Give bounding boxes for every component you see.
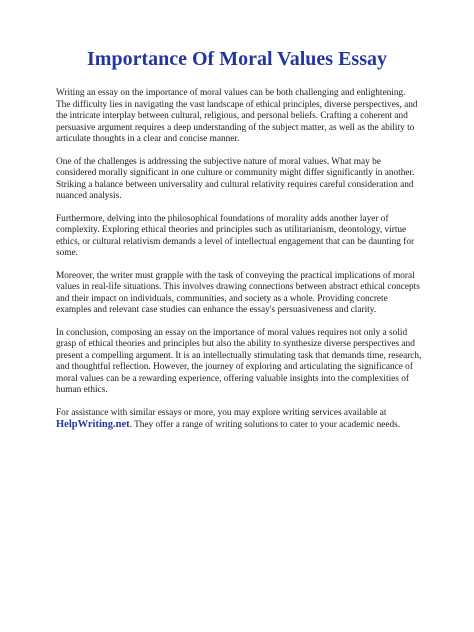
- closing-text-after-link: . They offer a range of writing solutions to cater to your academic needs.: [129, 420, 401, 430]
- paragraph-closing: [56, 408, 422, 432]
- paragraph-practical: Moreover, the writer must grapple with the task of conveying the practical implications of moral values in real-life situations. This involves drawing connections between abstract ethical concepts and their impact on individuals, communities, and society as a whole. Providing concrete examples and relevant case studies can enhance the essay's persuasiveness and clarity.: [56, 270, 420, 315]
- essay-body: [56, 88, 422, 443]
- helpwriting-link[interactable]: HelpWriting.net: [56, 419, 130, 430]
- paragraph-conclusion: In conclusion, composing an essay on the importance of moral values requires not only a solid grasp of ethical theories and principles but also the ability to synthesize diverse perspectives and present a compelling argument. It is an intellectually stimulating task that demands time, research, and thoughtful reflection. However, the journey of exploring and articulating the significance of moral values can be a rewarding experience, offering valuable insights into the complexities of human ethics.: [56, 327, 422, 395]
- paragraph-challenges: One of the challenges is addressing the subjective nature of moral values. What may be considered morally significant in one culture or community might differ significantly in another. Striking a balance between universality and cultural relativity requires careful consideration and nuanced analysis.: [56, 156, 415, 201]
- closing-text-before-link: For assistance with similar essays or more, you may explore writing services available at: [56, 407, 387, 418]
- page-title: Importance Of Moral Values Essay: [87, 48, 387, 70]
- paragraph-philosophical: Furthermore, delving into the philosophical foundations of morality adds another layer of complexity. Exploring ethical theories and principles such as utilitarianism, deontology, virtue ethics, or cultural relativism demands a level of intellectual engagement that can be daunting for some.: [56, 213, 415, 258]
- paragraph-intro: Writing an essay on the importance of moral values can be both challenging and enlightening. The difficulty lies in navigating the vast landscape of ethical principles, diverse perspectives, and the intricate interplay between cultural, religious, and personal beliefs. Crafting a coherent and persuasive argument requires a deep understanding of the subject matter, as well as the ability to articulate thoughts in a clear and concise manner.: [56, 88, 418, 144]
